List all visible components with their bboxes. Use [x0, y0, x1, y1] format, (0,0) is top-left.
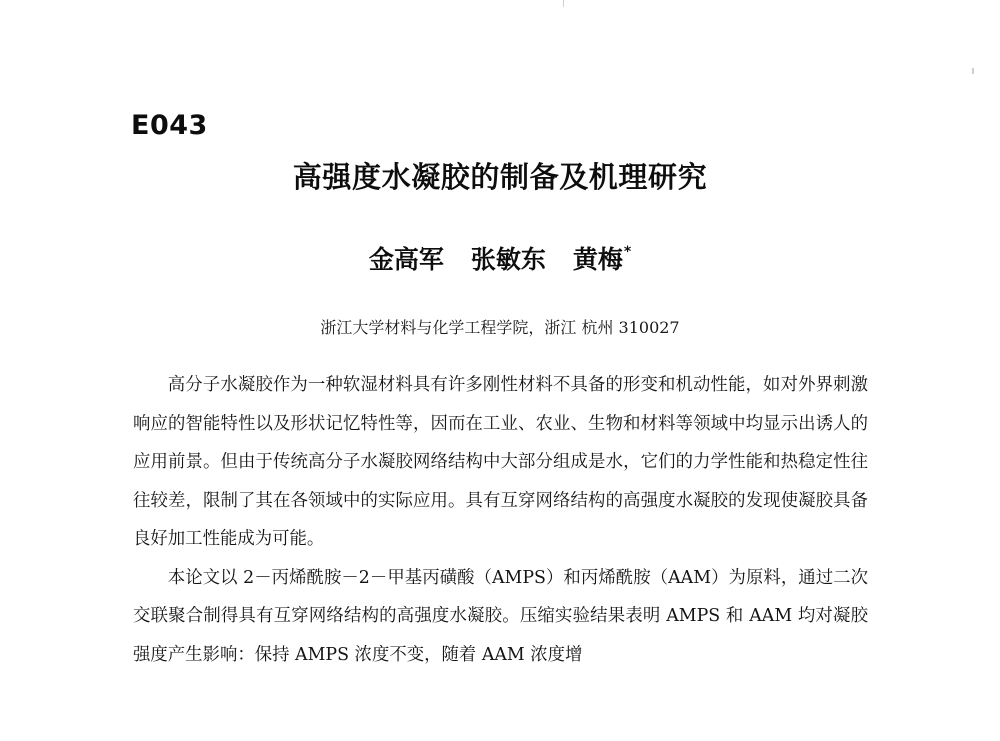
author-name: 金高军 [368, 245, 444, 274]
scan-artifact [972, 68, 974, 74]
author-list [0, 245, 1000, 272]
paper-code: E043 [131, 110, 208, 141]
scan-artifact [563, 0, 564, 7]
body-paragraph: 高分子水凝胶作为一种软湿材料具有许多刚性材料不具备的形变和机动性能，如对外界刺激响应的智能特性以及形状记忆特性等，因而在工业、农业、生物和材料等领域中均显示出诱人的应用前景。但由于传统高分子水凝胶网络结构中大部分组成是水，它们的力学性能和热稳定性往往较差，限制了其在各领域中的实际应用。具有互穿网络结构的高强度水凝胶的发现使凝胶具备良好加工性能成为可能。 [133, 375, 868, 549]
corresponding-author-mark: * [623, 244, 632, 260]
corresponding-author-name: 黄梅* [572, 244, 632, 274]
body-paragraph: 本论文以 2－丙烯酰胺－2－甲基丙磺酸（AMPS）和丙烯酰胺（AAM）为原料，通过二次交联聚合制得具有互穿网络结构的高强度水凝胶。压缩实验结果表明 AMPS 和 AAM 均对凝胶强度产生影响：保持 AMPS 浓度不变，随着 AAM 浓度增 [133, 567, 868, 665]
abstract-body [133, 366, 868, 674]
paper-title: 高强度水凝胶的制备及机理研究 [292, 160, 708, 194]
author-affiliation: 浙江大学材料与化学工程学院，浙江 杭州 310027 [320, 318, 680, 337]
author-name: 张敏东 [470, 245, 546, 274]
